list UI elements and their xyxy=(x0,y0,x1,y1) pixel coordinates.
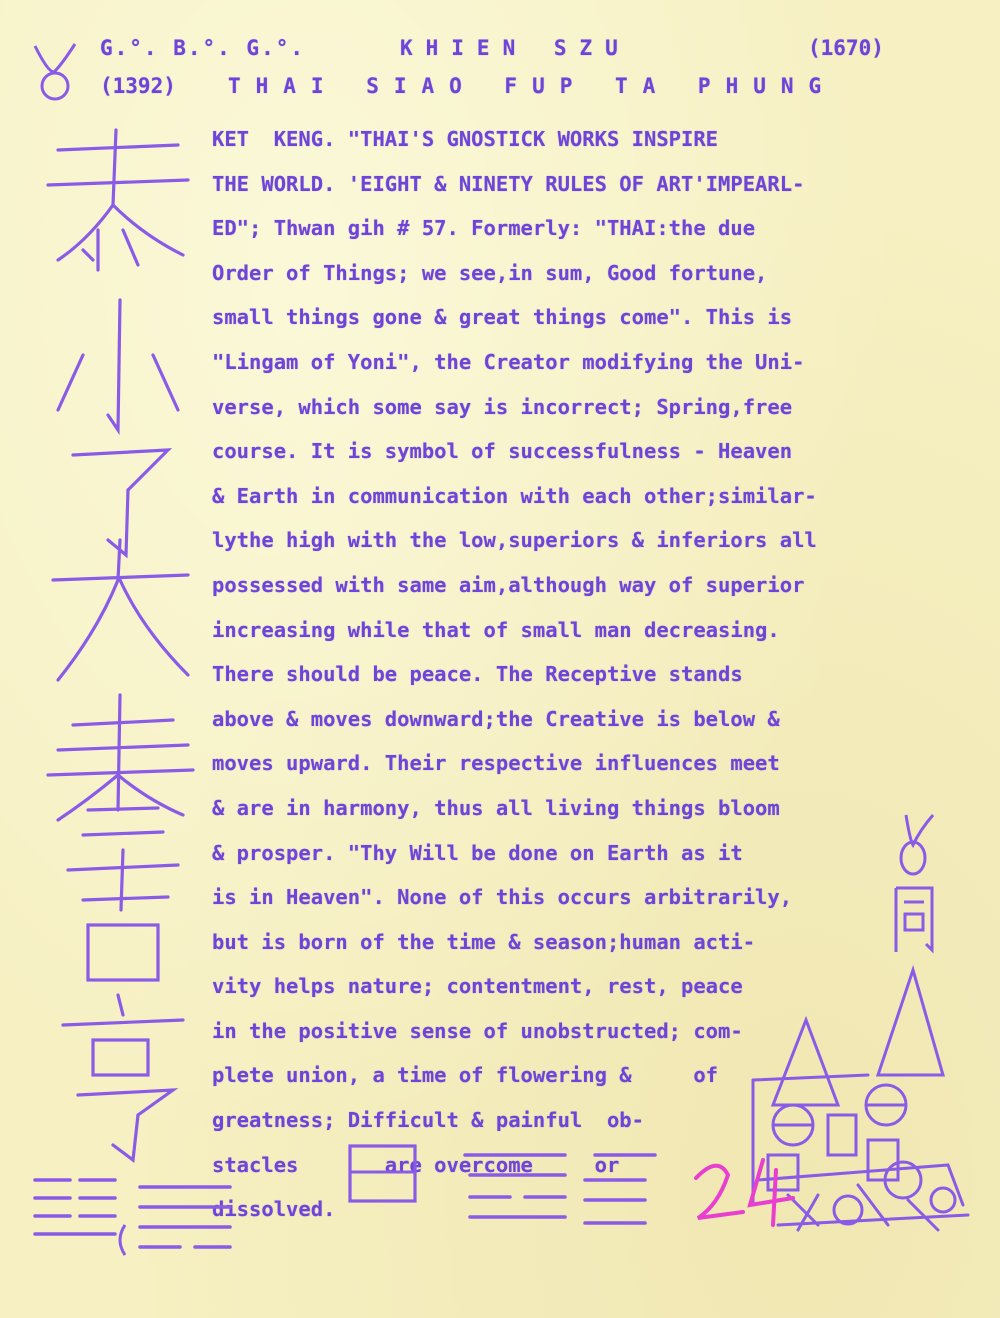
body-line: is in Heaven". None of this occurs arbitrarily, xyxy=(212,885,793,910)
body-line: lythe high with the low,superiors & inferiors all xyxy=(212,528,817,553)
hand-character-7 xyxy=(63,995,183,1160)
marker-scribble xyxy=(688,1150,808,1230)
header-ref-number: (1392) xyxy=(100,74,176,98)
hand-character-2 xyxy=(58,300,178,430)
body-line: dissolved. xyxy=(212,1197,336,1222)
body-line: stacles are overcome or xyxy=(212,1152,620,1177)
body-line: vity helps nature; contentment, rest, peace xyxy=(212,974,743,999)
body-line: greatness; Difficult & painful ob- xyxy=(212,1108,644,1133)
header-page-number: (1670) xyxy=(808,36,884,60)
body-line: & prosper. "Thy Will be done on Earth as it xyxy=(212,840,743,865)
body-line: possessed with same aim,although way of superior xyxy=(212,572,805,597)
body-line: "Lingam of Yoni", the Creator modifying the Uni- xyxy=(212,349,805,374)
header-abbrev: G.°. B.°. G.°. xyxy=(100,36,306,60)
body-line: Order of Things; we see,in sum, Good fortune, xyxy=(212,260,768,285)
body-line: ED"; Thwan gih # 57. Formerly: "THAI:the due xyxy=(212,216,756,241)
body-line: verse, which some say is incorrect; Spring,free xyxy=(212,394,793,419)
box-trigram-drawing xyxy=(345,1138,435,1208)
taurus-symbol-right xyxy=(888,810,948,880)
body-line: There should be peace. The Receptive stands xyxy=(212,662,743,687)
body-line: in the positive sense of unobstructed; com- xyxy=(212,1018,743,1043)
body-line: KET KENG. "THAI'S GNOSTICK WORKS INSPIRE xyxy=(212,127,719,151)
body-line: but is born of the time & season;human acti- xyxy=(212,929,756,954)
hand-character-1 xyxy=(48,130,188,270)
page-number-marker xyxy=(688,1150,808,1230)
hand-character-6 xyxy=(68,850,178,980)
hand-character-5 xyxy=(48,695,193,835)
body-line: plete union, a time of flowering & of xyxy=(212,1063,719,1088)
hand-character-4 xyxy=(53,540,188,680)
body-line: & are in harmony, thus all living things bloom xyxy=(212,795,780,820)
body-line: THE WORLD. 'EIGHT & NINETY RULES OF ART'IMPEARL- xyxy=(212,171,805,196)
header-title-khien-szu: KHIEN SZU xyxy=(400,36,631,60)
body-line: & Earth in communication with each other;similar- xyxy=(212,483,817,508)
body-line: small things gone & great things come". This is xyxy=(212,305,793,330)
body-line: increasing while that of small man decreasing. xyxy=(212,617,780,642)
body-line: moves upward. Their respective influences meet xyxy=(212,751,780,776)
hand-drawn-characters xyxy=(28,110,203,1310)
body-line: course. It is symbol of successfulness - Heaven xyxy=(212,439,793,464)
header-title-thai: THAI SIAO FUP TA PHUNG xyxy=(228,74,837,98)
body-line: above & moves downward;the Creative is below & xyxy=(212,706,780,731)
taurus-symbol-top xyxy=(30,36,90,106)
hand-character-tong xyxy=(890,880,940,960)
hexagram-marks-left xyxy=(30,1165,250,1265)
